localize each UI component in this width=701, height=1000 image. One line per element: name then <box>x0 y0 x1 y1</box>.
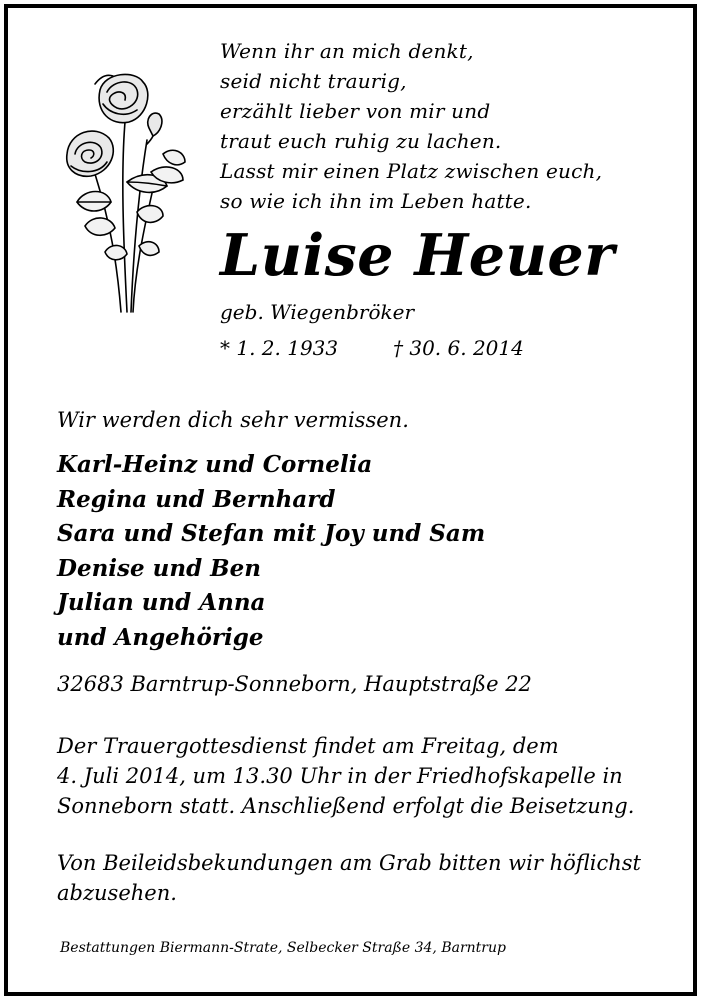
mourner-entry: Sara und Stefan mit Joy und Sam <box>57 520 486 547</box>
deceased-name: Luise Heuer <box>220 222 615 289</box>
mourners-list <box>57 448 485 655</box>
funeral-home-credit: Bestattungen Biermann-Strate, Selbecker Straße 34, Barntrup <box>60 940 506 956</box>
birth-date: * 1. 2. 1933 <box>220 336 339 360</box>
rose-illustration <box>55 62 190 324</box>
death-date: † 30. 6. 2014 <box>393 336 524 360</box>
family-address: 32683 Barntrup-Sonneborn, Hauptstraße 22 <box>57 672 532 696</box>
farewell-line: Wir werden dich sehr vermissen. <box>57 408 409 432</box>
mourner-entry: Karl-Heinz und Cornelia <box>57 451 373 478</box>
service-line: 4. Juli 2014, um 13.30 Uhr in der Friedhofskapelle in <box>57 764 623 788</box>
poem-line: Wenn ihr an mich denkt, <box>220 39 474 63</box>
poem-line: Lasst mir einen Platz zwischen euch, <box>220 159 603 183</box>
service-line: Der Trauergottesdienst findet am Freitag, dem <box>57 734 559 758</box>
mourner-entry: und Angehörige <box>57 623 264 651</box>
mourner-entry: Denise und Ben <box>57 554 261 582</box>
condolence-line: Von Beileidsbekundungen am Grab bitten wir höflichst <box>57 851 641 875</box>
poem-line: traut euch ruhig zu lachen. <box>220 129 502 153</box>
poem-line: so wie ich ihn im Leben hatte. <box>220 189 532 213</box>
life-dates <box>220 336 524 360</box>
condolence-notice <box>57 848 641 908</box>
poem-line: seid nicht traurig, <box>220 69 407 93</box>
birth-name: geb. Wiegenbröker <box>220 300 415 324</box>
poem-line: erzählt lieber von mir und <box>220 99 491 123</box>
mourner-entry: Julian und Anna <box>57 589 266 616</box>
condolence-line: abzusehen. <box>57 881 177 905</box>
service-notice <box>57 731 634 821</box>
service-line: Sonneborn statt. Anschließend erfolgt die Beisetzung. <box>57 794 635 818</box>
mourner-entry: Regina und Bernhard <box>57 485 336 513</box>
memorial-poem <box>220 36 602 216</box>
